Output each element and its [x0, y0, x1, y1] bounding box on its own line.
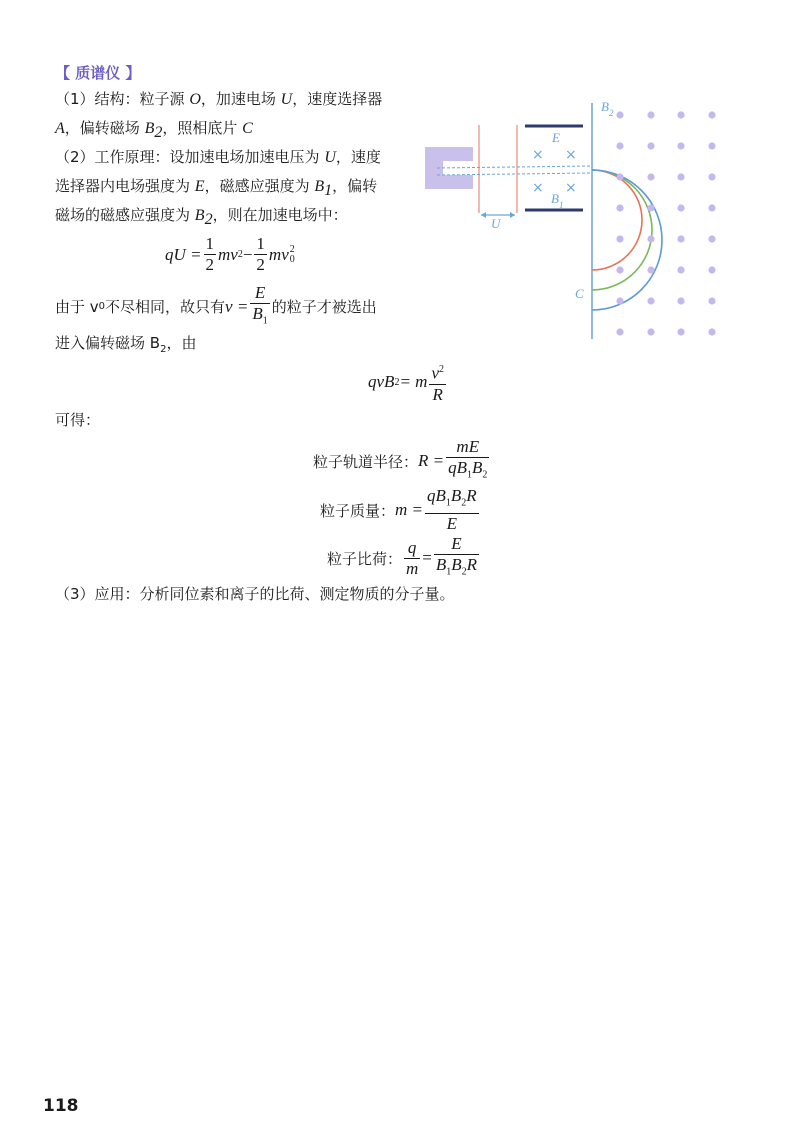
- field-dot: [708, 328, 715, 335]
- field-dot: [616, 173, 623, 180]
- field-dot: [677, 266, 684, 273]
- result-intro: 可得：: [55, 411, 101, 429]
- principle-line-3: 磁场的磁感应强度为 $B_2$，则在加速电场中：: [55, 206, 348, 228]
- enter-field-line: 进入偏转磁场 $B_2$，由: [55, 334, 197, 355]
- label-u: U: [491, 216, 501, 231]
- mass-formula: 粒子质量： m = $\frac{qB_1B_2R}{E}$: [320, 486, 477, 534]
- label-b1: $B_1$: [551, 191, 564, 210]
- cross-mark-3: ×: [532, 180, 544, 196]
- velocity-selection-line: 由于 v 0 不尽相同，故只有 v = $\frac{E}{B_1}$ 的粒子才被选出: [55, 283, 377, 331]
- field-dot: [677, 297, 684, 304]
- field-dot: [647, 111, 654, 118]
- mass-spectrometer-diagram: [415, 95, 735, 345]
- field-dot: [708, 266, 715, 273]
- field-dot: [708, 173, 715, 180]
- field-dot: [616, 266, 623, 273]
- field-dot: [616, 142, 623, 149]
- field-dot: [647, 235, 654, 242]
- field-dot: [677, 142, 684, 149]
- field-dot: [677, 173, 684, 180]
- field-dot: [647, 328, 654, 335]
- structure-line-2: A，偏转磁场 $B_2$，照相底片 C: [55, 119, 253, 141]
- charge-mass-ratio-formula: 粒子比荷： $\frac{q}{m}$ = $\frac{E}{B_1B_2R}$: [327, 534, 481, 582]
- label-b2: $B_2$: [601, 99, 614, 118]
- force-fraction: $\frac{v^2}{R}$: [429, 360, 446, 405]
- label-c: C: [575, 286, 584, 301]
- radius-fraction: $\frac{mE}{qB_1B_2}$: [448, 437, 488, 481]
- field-dot: [647, 204, 654, 211]
- beam-path-top: [437, 166, 591, 168]
- velocity-fraction: $\frac{E}{B_1}$: [252, 283, 268, 327]
- page-number: 118: [43, 1096, 79, 1116]
- cross-mark-1: ×: [532, 147, 544, 163]
- field-dot: [708, 204, 715, 211]
- field-dot: [616, 297, 623, 304]
- field-dot: [647, 173, 654, 180]
- beam-path-bottom: [437, 173, 591, 175]
- application-line: （3）应用：分析同位素和离子的比荷、测定物质的分子量。: [55, 585, 455, 603]
- field-dot: [647, 266, 654, 273]
- field-dot: [708, 142, 715, 149]
- force-equation: qvB 2 = m $\frac{v^2}{R}$: [368, 360, 448, 405]
- field-dot: [708, 235, 715, 242]
- field-dot: [616, 235, 623, 242]
- cross-mark-2: ×: [565, 147, 577, 163]
- cross-mark-4: ×: [565, 180, 577, 196]
- field-dot: [647, 142, 654, 149]
- field-dot: [677, 235, 684, 242]
- field-dot: [708, 297, 715, 304]
- energy-equation: qU = $\frac{1}{2}$ mv 2 − $\frac{1}{2}$ mv 2 0: [165, 234, 295, 274]
- ratio-left-fraction: $\frac{q}{m}$: [406, 537, 419, 578]
- field-dot: [616, 328, 623, 335]
- magnetic-field-dots: [616, 111, 715, 335]
- field-dot: [708, 111, 715, 118]
- half-fraction-2: $\frac{1}{2}$: [256, 234, 265, 274]
- principle-line-2: 选择器内电场强度为 E，磁感应强度为 $B_1$，偏转: [55, 177, 378, 199]
- mass-fraction: $\frac{qB_1B_2R}{E}$: [427, 486, 477, 534]
- label-e: E: [552, 130, 560, 145]
- field-dot: [647, 297, 654, 304]
- radius-formula: 粒子轨道半径： R = $\frac{mE}{qB_1B_2}$: [313, 437, 491, 485]
- section-title: 【 质谱仪 】: [55, 64, 141, 82]
- ratio-right-fraction: $\frac{E}{B_1B_2R}$: [435, 534, 478, 578]
- field-dot: [677, 328, 684, 335]
- field-dot: [677, 111, 684, 118]
- field-dot: [616, 204, 623, 211]
- half-fraction-1: $\frac{1}{2}$: [205, 234, 214, 274]
- field-dot: [616, 111, 623, 118]
- principle-line-1: （2）工作原理：设加速电场加速电压为 U，速度: [55, 148, 381, 166]
- field-dot: [677, 204, 684, 211]
- structure-line-1: （1）结构：粒子源 O，加速电场 U，速度选择器: [55, 90, 383, 108]
